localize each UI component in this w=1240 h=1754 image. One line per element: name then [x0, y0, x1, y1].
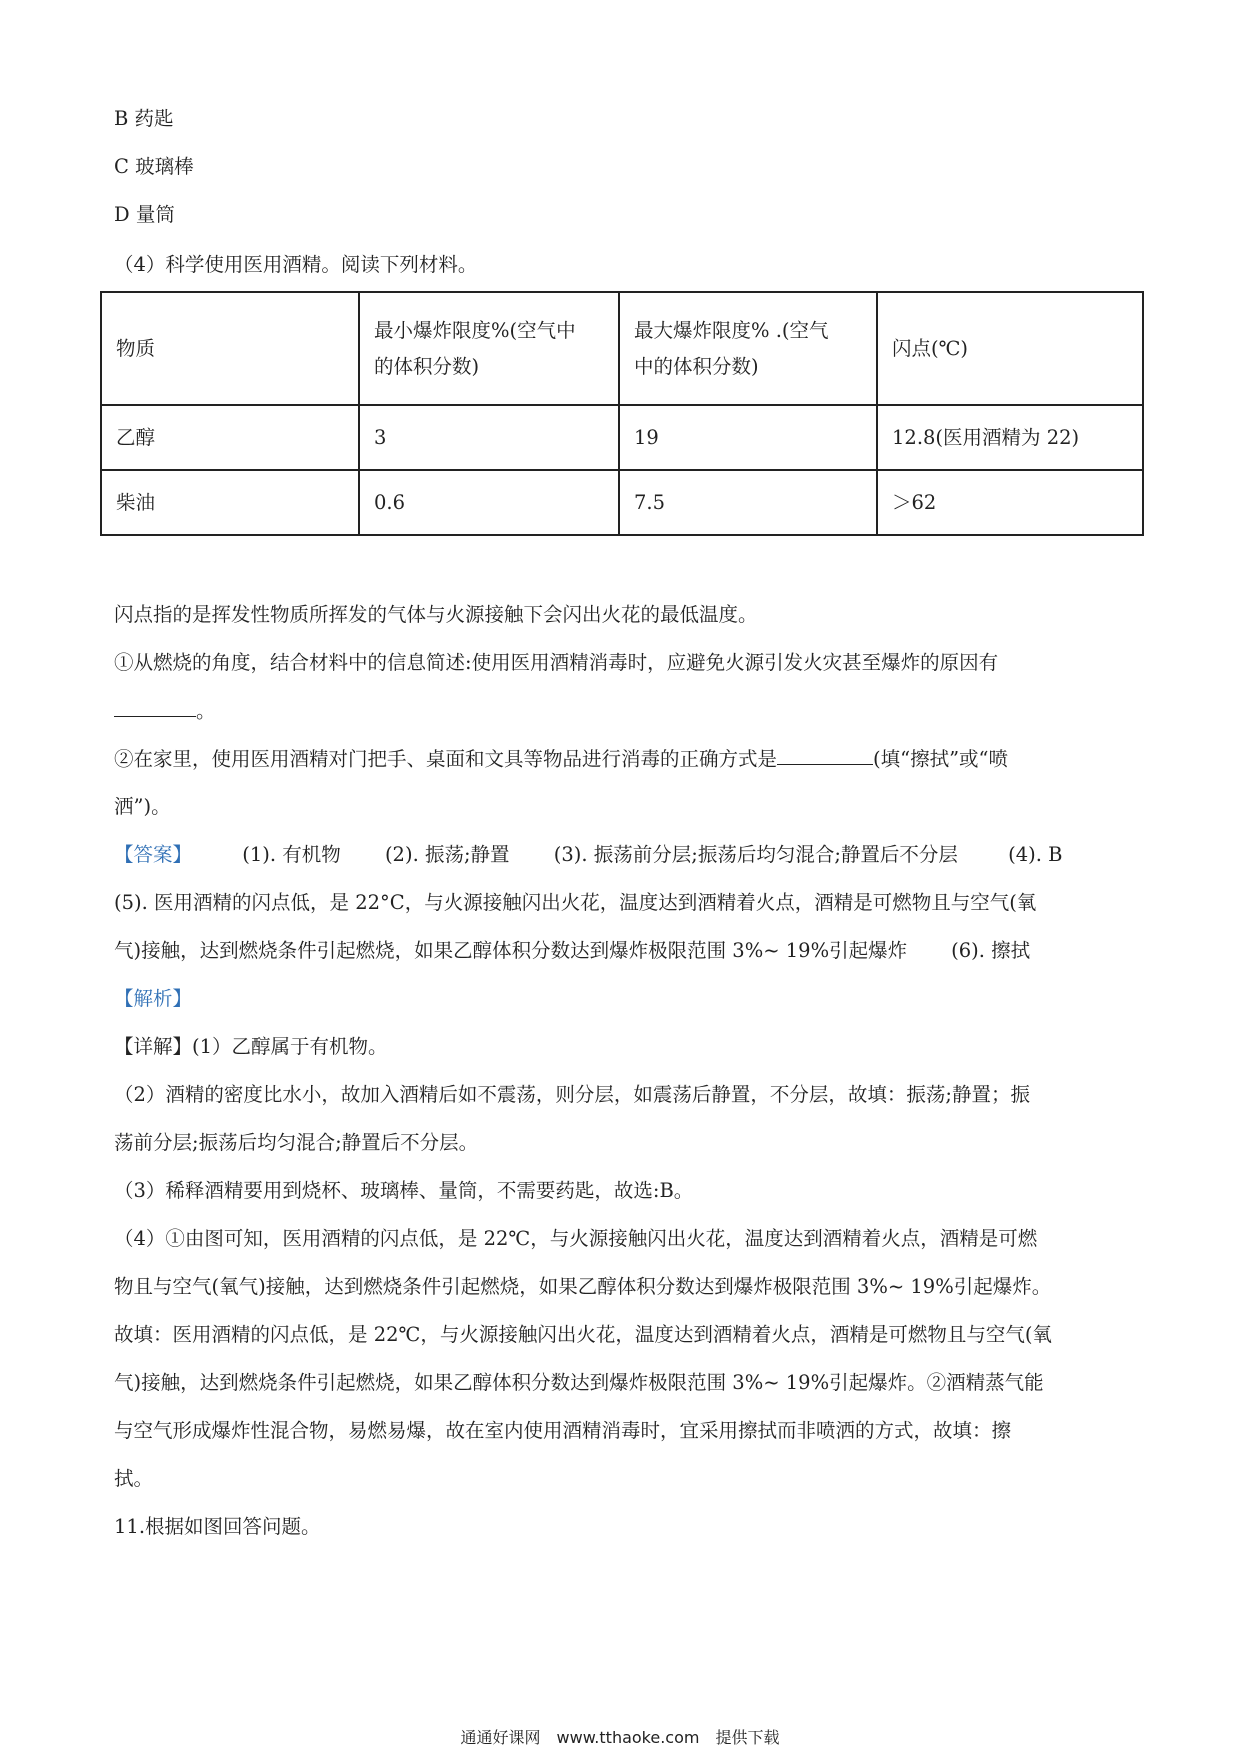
table-cell: 7.5 [619, 470, 877, 535]
answer-line-3: 气)接触，达到燃烧条件引起燃烧，如果乙醇体积分数达到爆炸极限范围 3%~ 19%引起爆炸 (6). 擦拭 [114, 939, 1031, 962]
answer-blank[interactable] [114, 696, 196, 717]
table-cell: ＞62 [877, 470, 1143, 535]
table-header-row [101, 292, 1143, 405]
question-4-1-answer-line: 。 [114, 696, 216, 726]
option-d: D 量筒 [114, 203, 175, 226]
option-c: C 玻璃棒 [114, 155, 194, 178]
table-header-cell: 最大爆炸限度% .(空气 中的体积分数) [619, 292, 877, 405]
analysis-paragraph-3: （3）稀释酒精要用到烧杯、玻璃棒、量筒，不需要药匙，故选:B。 [114, 1179, 694, 1202]
table-header-cell: 闪点(℃) [877, 292, 1143, 405]
question-4-intro: （4）科学使用医用酒精。阅读下列材料。 [114, 253, 478, 276]
answer-tag: 【答案】 [114, 843, 193, 866]
table-cell: 乙醇 [101, 405, 359, 470]
flash-point-definition: 闪点指的是挥发性物质所挥发的气体与火源接触下会闪出火花的最低温度。 [114, 603, 758, 626]
answer-line-1: 【答案】 (1). 有机物 (2). 振荡;静置 (3). 振荡前分层;振荡后均匀混合;静置后不分层 (4). B [114, 843, 1063, 866]
question-11-heading: 11.根据如图回答问题。 [114, 1515, 321, 1538]
analysis-tag: 【解析】 [114, 987, 193, 1010]
table-cell: 0.6 [359, 470, 619, 535]
question-4-2-text: ②在家里，使用医用酒精对门把手、桌面和文具等物品进行消毒的正确方式是 (填“擦拭”或“喷 [114, 744, 1008, 774]
table-header-cell: 物质 [101, 292, 359, 405]
option-b: B 药匙 [114, 107, 174, 130]
analysis-paragraph-2-cont: 荡前分层;振荡后均匀混合;静置后不分层。 [114, 1131, 479, 1154]
table-cell: 12.8(医用酒精为 22) [877, 405, 1143, 470]
analysis-detail: 【详解】(1）乙醇属于有机物。 [114, 1035, 388, 1058]
analysis-paragraph-4-cont: 故填：医用酒精的闪点低，是 22℃，与火源接触闪出火花，温度达到酒精着火点，酒精是可燃物且与空气(氧 [114, 1323, 1052, 1346]
question-4-2-tail: 洒”)。 [114, 795, 171, 818]
materials-table [100, 291, 1144, 536]
analysis-paragraph-4-cont: 气)接触，达到燃烧条件引起燃烧，如果乙醇体积分数达到爆炸极限范围 3%~ 19%引起爆炸。②酒精蒸气能 [114, 1371, 1044, 1394]
analysis-paragraph-4-cont: 物且与空气(氧气)接触，达到燃烧条件引起燃烧，如果乙醇体积分数达到爆炸极限范围 3%~ 19%引起爆炸。 [114, 1275, 1052, 1298]
answer-line-2: (5). 医用酒精的闪点低，是 22°C，与火源接触闪出火花，温度达到酒精着火点，酒精是可燃物且与空气(氧 [114, 891, 1037, 914]
analysis-paragraph-2: （2）酒精的密度比水小，故加入酒精后如不震荡，则分层，如震荡后静置，不分层，故填：振荡;静置；振 [114, 1083, 1030, 1106]
analysis-paragraph-4: （4）①由图可知，医用酒精的闪点低，是 22℃，与火源接触闪出火花，温度达到酒精着火点，酒精是可燃 [114, 1227, 1038, 1250]
answer-blank[interactable] [777, 744, 873, 765]
table-header-cell: 最小爆炸限度%(空气中 的体积分数) [359, 292, 619, 405]
table-cell: 柴油 [101, 470, 359, 535]
table-cell: 19 [619, 405, 877, 470]
analysis-paragraph-4-cont: 与空气形成爆炸性混合物，易燃易爆，故在室内使用酒精消毒时，宜采用擦拭而非喷洒的方式，故填：擦 [114, 1419, 1012, 1442]
analysis-paragraph-4-cont: 拭。 [114, 1467, 154, 1490]
table-cell: 3 [359, 405, 619, 470]
question-4-1-text: ①从燃烧的角度，结合材料中的信息简述:使用医用酒精消毒时，应避免火源引发火灾甚至爆炸的原因有 [114, 651, 999, 674]
page-footer: 通通好课网 www.tthaoke.com 提供下载 [460, 1728, 780, 1747]
table-row [101, 470, 1143, 535]
table-row [101, 405, 1143, 470]
